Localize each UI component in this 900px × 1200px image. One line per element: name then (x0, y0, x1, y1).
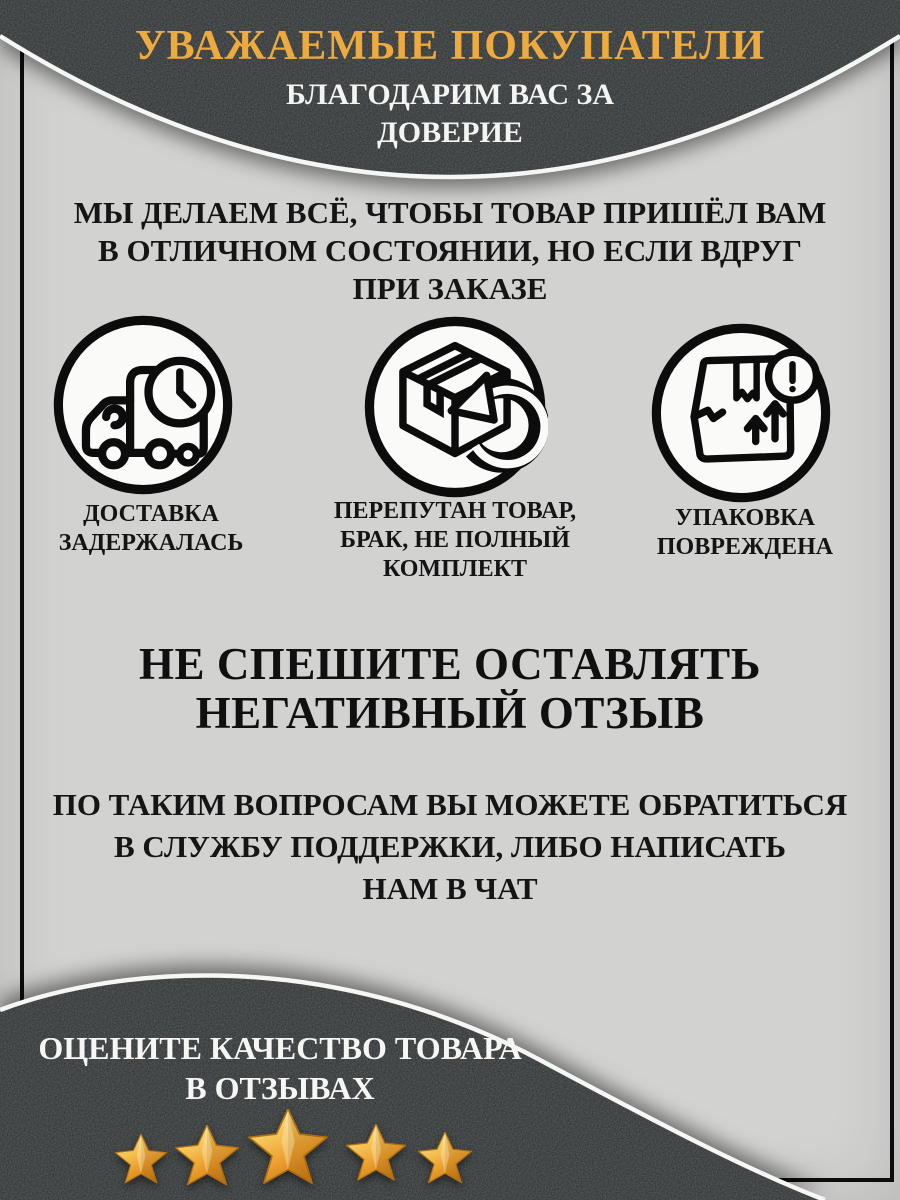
headline-line: НЕГАТИВНЫЙ ОТЗЫВ (195, 688, 705, 738)
support-line: НАМ В ЧАТ (362, 871, 538, 906)
issue-label-delivery (21, 500, 281, 558)
issue-label-wrong-item (310, 497, 600, 584)
star-icon (114, 1134, 168, 1188)
support-paragraph (35, 784, 865, 910)
issue-label-line: УПАКОВКА (675, 505, 815, 531)
headline (30, 640, 870, 738)
footer-title-line: ОЦЕНИТЕ КАЧЕСТВО ТОВАРА (38, 1030, 522, 1066)
star-icon (345, 1124, 407, 1186)
star-icon (417, 1132, 473, 1188)
page-title: УВАЖАЕМЫЕ ПОКУПАТЕЛИ (134, 23, 766, 69)
issue-label-line: ЗАДЕРЖАЛАСЬ (58, 530, 244, 556)
star-icon (247, 1109, 329, 1191)
issue-label-line: БРАК, НЕ ПОЛНЫЙ (340, 527, 570, 553)
footer-title-line: В ОТЗЫВАХ (185, 1070, 375, 1106)
support-line: ПО ТАКИМ ВОПРОСАМ ВЫ МОЖЕТЕ ОБРАТИТЬСЯ (52, 787, 848, 822)
issue-label-line: ПЕРЕПУТАН ТОВАР, (333, 498, 577, 524)
issue-label-damaged-packaging (612, 504, 878, 562)
subtitle-line: БЛАГОДАРИМ ВАС ЗА (285, 78, 615, 111)
delivery-truck-clock-icon (51, 313, 235, 497)
headline-line: НЕ СПЕШИТЕ ОСТАВЛЯТЬ (139, 639, 761, 689)
page-subtitle (0, 76, 900, 152)
damaged-package-icon (649, 321, 833, 505)
star-icon (174, 1125, 240, 1191)
footer-title (18, 1028, 542, 1108)
subtitle-line: ДОВЕРИЕ (377, 116, 523, 149)
box-return-arrow-icon (362, 314, 548, 500)
issue-label-line: ДОСТАВКА (83, 501, 219, 527)
issue-label-line: КОМПЛЕКТ (382, 556, 528, 582)
intro-line: В ОТЛИЧНОМ СОСТОЯНИИ, НО ЕСЛИ ВДРУГ (98, 233, 802, 268)
intro-line: ПРИ ЗАКАЗЕ (352, 271, 548, 306)
support-line: В СЛУЖБУ ПОДДЕРЖКИ, ЛИБО НАПИСАТЬ (113, 829, 787, 864)
issue-label-line: ПОВРЕЖДЕНА (656, 534, 834, 560)
intro-line: МЫ ДЕЛАЕМ ВСЁ, ЧТОБЫ ТОВАР ПРИШЁЛ ВАМ (73, 195, 827, 230)
